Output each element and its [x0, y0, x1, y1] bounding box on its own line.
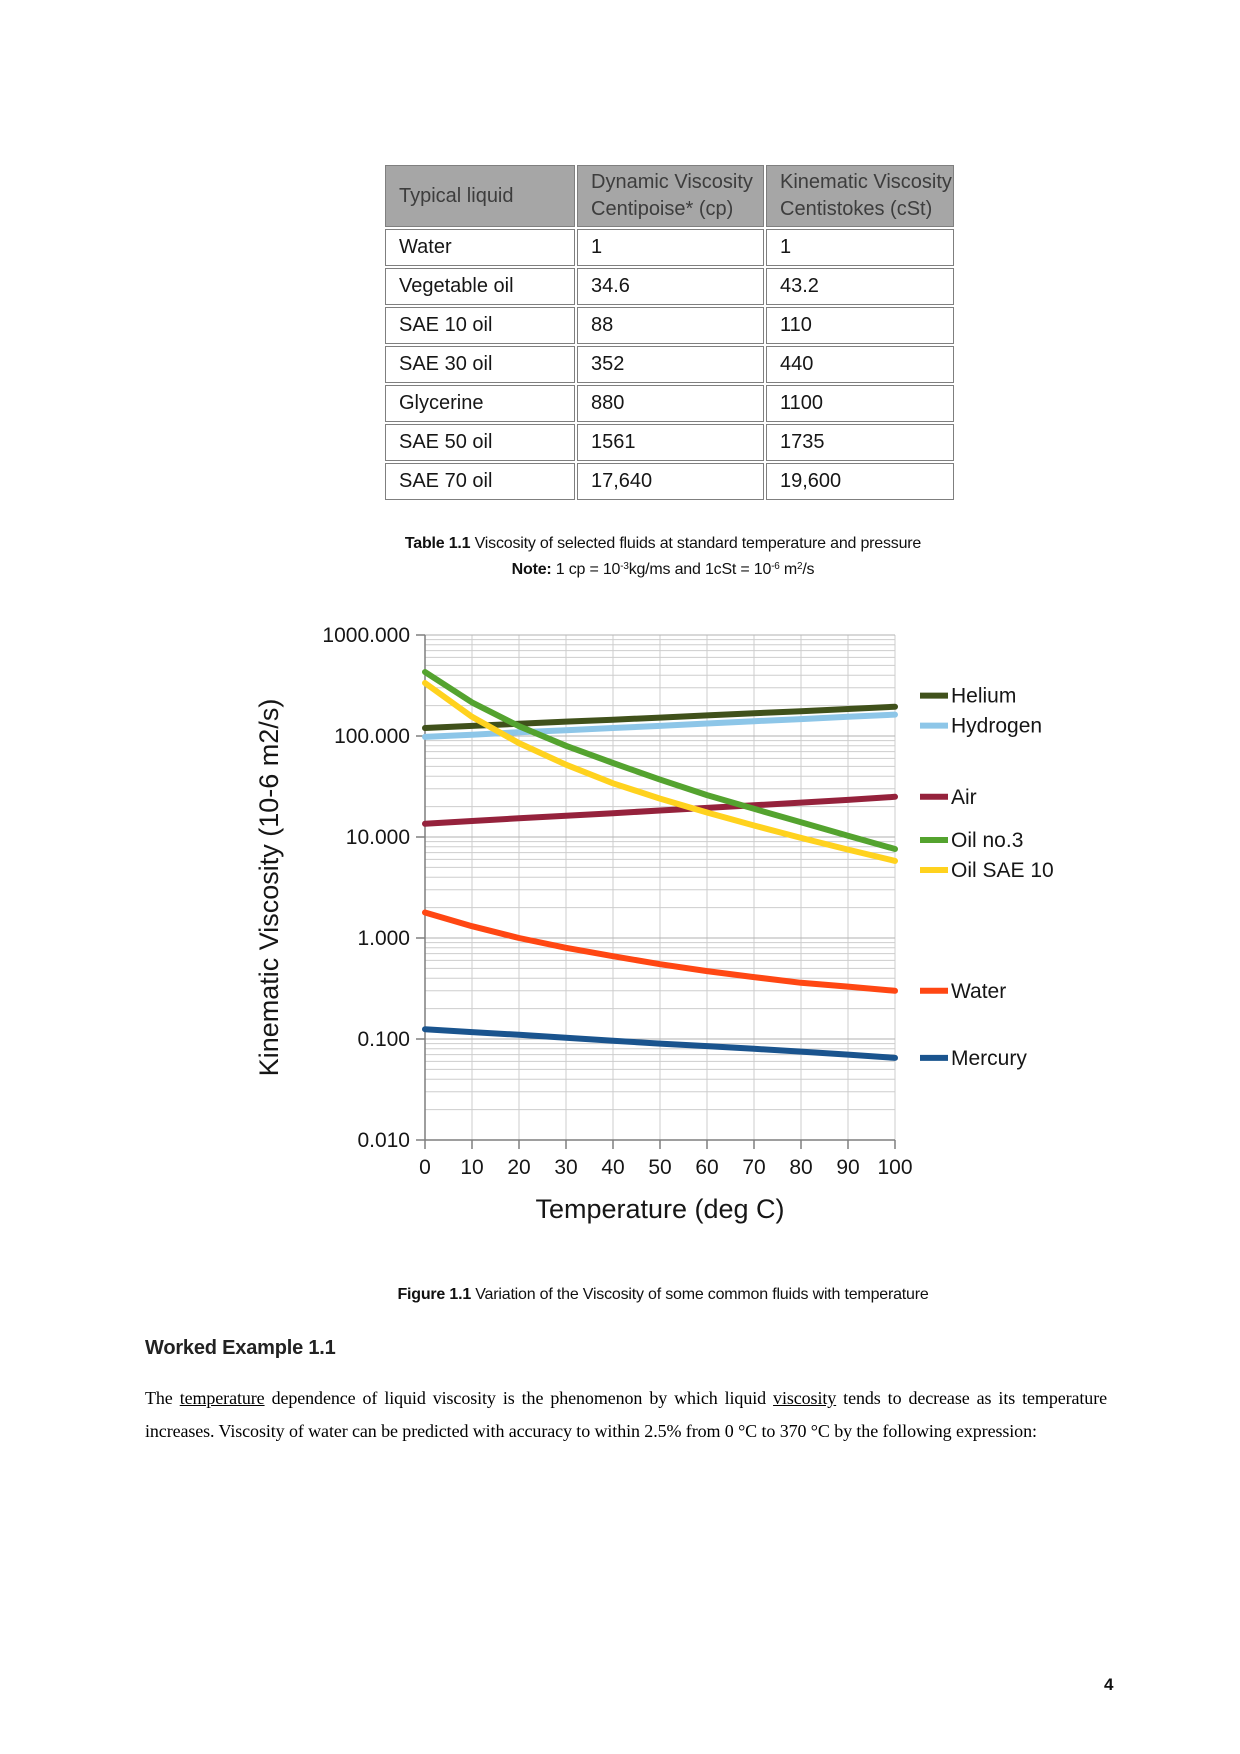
legend-label: Hydrogen [951, 714, 1043, 738]
legend-label: Helium [951, 684, 1017, 708]
legend-item-oil-sae-10 [920, 859, 1054, 882]
table-caption-label: Table 1.1 [404, 535, 471, 552]
figure-caption-label: Figure 1.1 [397, 1286, 472, 1303]
table-row [385, 463, 954, 500]
dynamic-viscosity-cell: 34.6 [577, 268, 764, 305]
x-tick-label: 20 [507, 1156, 531, 1179]
kinematic-viscosity-cell: 43.2 [766, 268, 954, 305]
legend-label: Air [951, 785, 977, 809]
legend-item-water [920, 980, 1006, 1003]
x-tick-label: 90 [836, 1156, 860, 1179]
legend-label: Oil SAE 10 [951, 859, 1054, 882]
superscript: -3 [620, 561, 629, 573]
legend-label: Oil no.3 [951, 829, 1024, 852]
dynamic-viscosity-cell: 880 [577, 385, 764, 422]
legend-item-mercury [920, 1047, 1027, 1070]
text-run: The [145, 1388, 180, 1408]
legend-item-air [920, 786, 977, 809]
kinematic-viscosity-cell: 110 [766, 307, 954, 344]
table-header-row [385, 165, 954, 227]
text-run: tends to decrease as its temperature increases. Viscosity of water can be predicted with accuracy to within 2.5% from 0 °C to 370 °C by the following expression: [145, 1388, 1107, 1441]
text-run: 1 cp = 10 [551, 561, 621, 578]
viscosity-table [383, 163, 956, 502]
superscript: -6 [771, 561, 780, 573]
liquid-cell: Glycerine [385, 385, 575, 422]
dynamic-viscosity-cell: 17,640 [577, 463, 764, 500]
y-tick-label: 0.100 [357, 1028, 410, 1051]
figure-caption [363, 1286, 963, 1304]
liquid-cell: Water [385, 229, 575, 266]
y-axis-title: Kinematic Viscosity (10-6 m2/s) [254, 698, 284, 1077]
y-tick-label: 100.000 [334, 725, 410, 748]
underlined-term: temperature [179, 1388, 265, 1408]
viscosity-table-head [385, 165, 954, 227]
text-run: /s [802, 561, 815, 578]
text-run: kg/ms and 1cSt = 10 [628, 561, 772, 578]
x-tick-label: 50 [648, 1156, 672, 1179]
liquid-cell: SAE 70 oil [385, 463, 575, 500]
header-line: Centipoise* (cp) [591, 198, 734, 220]
header-kinematic-viscosity [766, 165, 954, 227]
x-tick-label: 10 [460, 1156, 484, 1179]
header-line: Dynamic Viscosity [591, 171, 753, 193]
table-note-label: Note: [511, 561, 552, 578]
page-number: 4 [1104, 1675, 1114, 1694]
x-tick-label: 0 [419, 1156, 431, 1179]
x-axis-title: Temperature (deg C) [535, 1194, 785, 1224]
header-line: Kinematic Viscosity [780, 171, 952, 193]
legend-item-helium [920, 685, 1016, 708]
y-tick-label: 1.000 [357, 927, 410, 950]
table-row [385, 424, 954, 461]
table-row [385, 346, 954, 383]
text-run: dependence of liquid viscosity is the phenomenon by which liquid [264, 1388, 774, 1408]
y-tick-label: 10.000 [345, 826, 410, 849]
chart-legend [920, 685, 1054, 1070]
table-row [385, 268, 954, 305]
liquid-cell: Vegetable oil [385, 268, 575, 305]
x-tick-label: 60 [695, 1156, 719, 1179]
underlined-term: viscosity [773, 1388, 837, 1408]
table-row [385, 385, 954, 422]
viscosity-table-body [385, 229, 954, 500]
superscript: 2 [797, 561, 803, 573]
legend-label: Mercury [951, 1046, 1027, 1070]
header-typical-liquid [385, 165, 575, 227]
table-caption-line [363, 531, 963, 557]
worked-example-paragraph [145, 1382, 1107, 1448]
header-line: Typical liquid [399, 184, 514, 207]
liquid-cell: SAE 10 oil [385, 307, 575, 344]
kinematic-viscosity-cell: 1100 [766, 385, 954, 422]
legend-item-oil-no-3 [920, 829, 1023, 852]
header-dynamic-viscosity [577, 165, 764, 227]
table-caption-text: Viscosity of selected fluids at standard temperature and pressure [470, 535, 922, 552]
text-run: m [779, 561, 797, 578]
legend-item-hydrogen [920, 715, 1042, 738]
dynamic-viscosity-cell: 88 [577, 307, 764, 344]
table-row [385, 229, 954, 266]
y-tick-label: 0.010 [357, 1129, 410, 1152]
table-row [385, 307, 954, 344]
figure-caption-text: Variation of the Viscosity of some common fluids with temperature [471, 1286, 929, 1303]
legend-label: Water [951, 979, 1007, 1003]
liquid-cell: SAE 30 oil [385, 346, 575, 383]
worked-example-heading: Worked Example 1.1 [145, 1337, 336, 1359]
liquid-cell: SAE 50 oil [385, 424, 575, 461]
kinematic-viscosity-cell: 19,600 [766, 463, 954, 500]
x-tick-label: 40 [601, 1156, 625, 1179]
dynamic-viscosity-cell: 1561 [577, 424, 764, 461]
header-line: Centistokes (cSt) [780, 198, 933, 220]
dynamic-viscosity-cell: 352 [577, 346, 764, 383]
x-tick-label: 30 [554, 1156, 578, 1179]
x-tick-label: 80 [789, 1156, 813, 1179]
y-tick-label: 1000.000 [322, 624, 410, 647]
dynamic-viscosity-cell: 1 [577, 229, 764, 266]
x-tick-label: 100 [877, 1156, 913, 1179]
viscosity-chart [230, 558, 1080, 1278]
kinematic-viscosity-cell: 1735 [766, 424, 954, 461]
kinematic-viscosity-cell: 1 [766, 229, 954, 266]
x-tick-label: 70 [742, 1156, 766, 1179]
kinematic-viscosity-cell: 440 [766, 346, 954, 383]
